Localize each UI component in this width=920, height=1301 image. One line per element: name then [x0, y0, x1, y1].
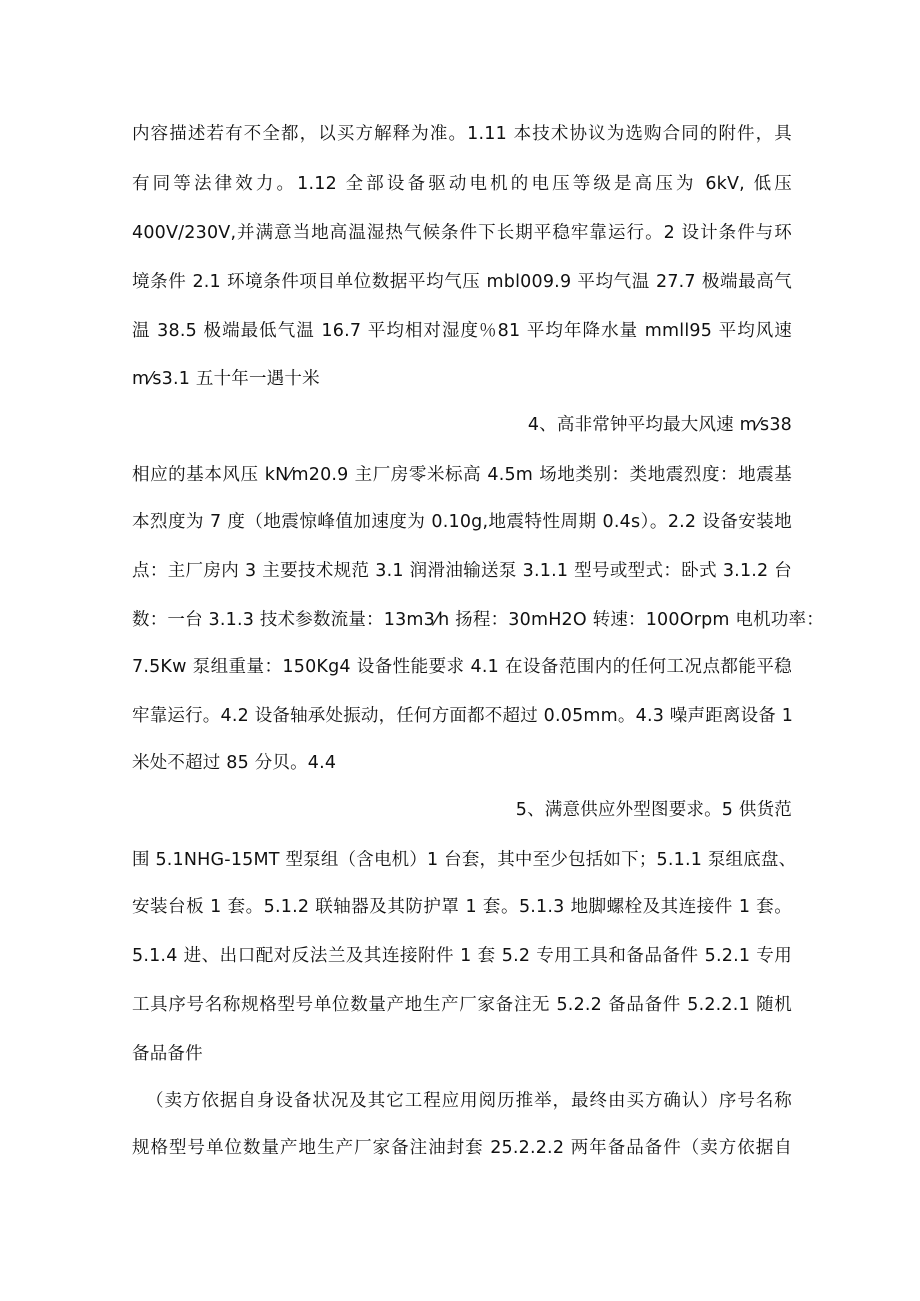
text-line-13: 牢靠运行。4.2 设备轴承处振动，任何方面都不超过 0.05mm。4.3 噪声距离设备 1: [132, 706, 794, 726]
text-line-4: 境条件 2.1 环境条件项目单位数据平均气压 mbl009.9 平均气温 27.7 极端最高气: [132, 272, 792, 292]
text-line-9: 本烈度为 7 度（地震惊峰值加速度为 0.10g,地震特性周期 0.4s）。2.2 设备安装地: [132, 512, 792, 532]
text-line-16: 围 5.1NHG-15MT 型泵组（含电机）1 台套，其中至少包括如下；5.1.1 泵组底盘、: [132, 850, 797, 870]
text-line-21: （卖方依据自身设备状况及其它工程应用阅历推举，最终由买方确认）序号名称: [146, 1091, 792, 1111]
text-line-1: 内容描述若有不全都，以买方解释为准。1.11 本技术协议为选购合同的附件，具: [132, 124, 792, 144]
text-line-19: 工具序号名称规格型号单位数量产地生产厂家备注无 5.2.2 备品备件 5.2.2.1 随机: [132, 995, 792, 1015]
text-line-5: 温 38.5 极端最低气温 16.7 平均相对湿度％81 平均年降水量 mmll95 平均风速: [132, 321, 792, 341]
text-line-6: m⁄s3.1 五十年一遇十米: [132, 369, 320, 389]
text-line-11: 数：一台 3.1.3 技术参数流量：13m3⁄h 扬程：30mH2O 转速：100Orpm 电机功率：: [132, 610, 824, 630]
text-line-17: 安装台板 1 套。5.1.2 联轴器及其防护罩 1 套。5.1.3 地脚螺栓及其连接件 1 套。: [132, 897, 792, 917]
text-line-7: 4、高非常钟平均最大风速 m⁄s38: [527, 415, 792, 435]
text-line-20: 备品备件: [132, 1044, 203, 1064]
text-line-8: 相应的基本风压 kN⁄m20.9 主厂房零米标高 4.5m 场地类别：类地震烈度：地震基: [132, 465, 792, 485]
text-line-2: 有同等法律效力。1.12 全部设备驱动电机的电压等级是高压为 6kV, 低压: [132, 174, 792, 194]
text-line-15: 5、满意供应外型图要求。5 供货范: [515, 800, 792, 820]
text-line-14: 米处不超过 85 分贝。4.4: [132, 753, 337, 773]
text-line-22: 规格型号单位数量产地生产厂家备注油封套 25.2.2.2 两年备品备件（卖方依据自: [132, 1138, 792, 1158]
text-line-12: 7.5Kw 泵组重量：150Kg4 设备性能要求 4.1 在设备范围内的任何工况点都能平稳: [132, 657, 792, 677]
text-line-10: 点：主厂房内 3 主要技术规范 3.1 润滑油输送泵 3.1.1 型号或型式：卧式 3.1.2 台: [132, 561, 792, 581]
text-line-18: 5.1.4 进、出口配对反法兰及其连接附件 1 套 5.2 专用工具和备品备件 5.2.1 专用: [132, 946, 792, 966]
text-line-3: 400V/230V,并满意当地高温湿热气候条件下长期平稳牢靠运行。2 设计条件与环: [132, 223, 792, 243]
